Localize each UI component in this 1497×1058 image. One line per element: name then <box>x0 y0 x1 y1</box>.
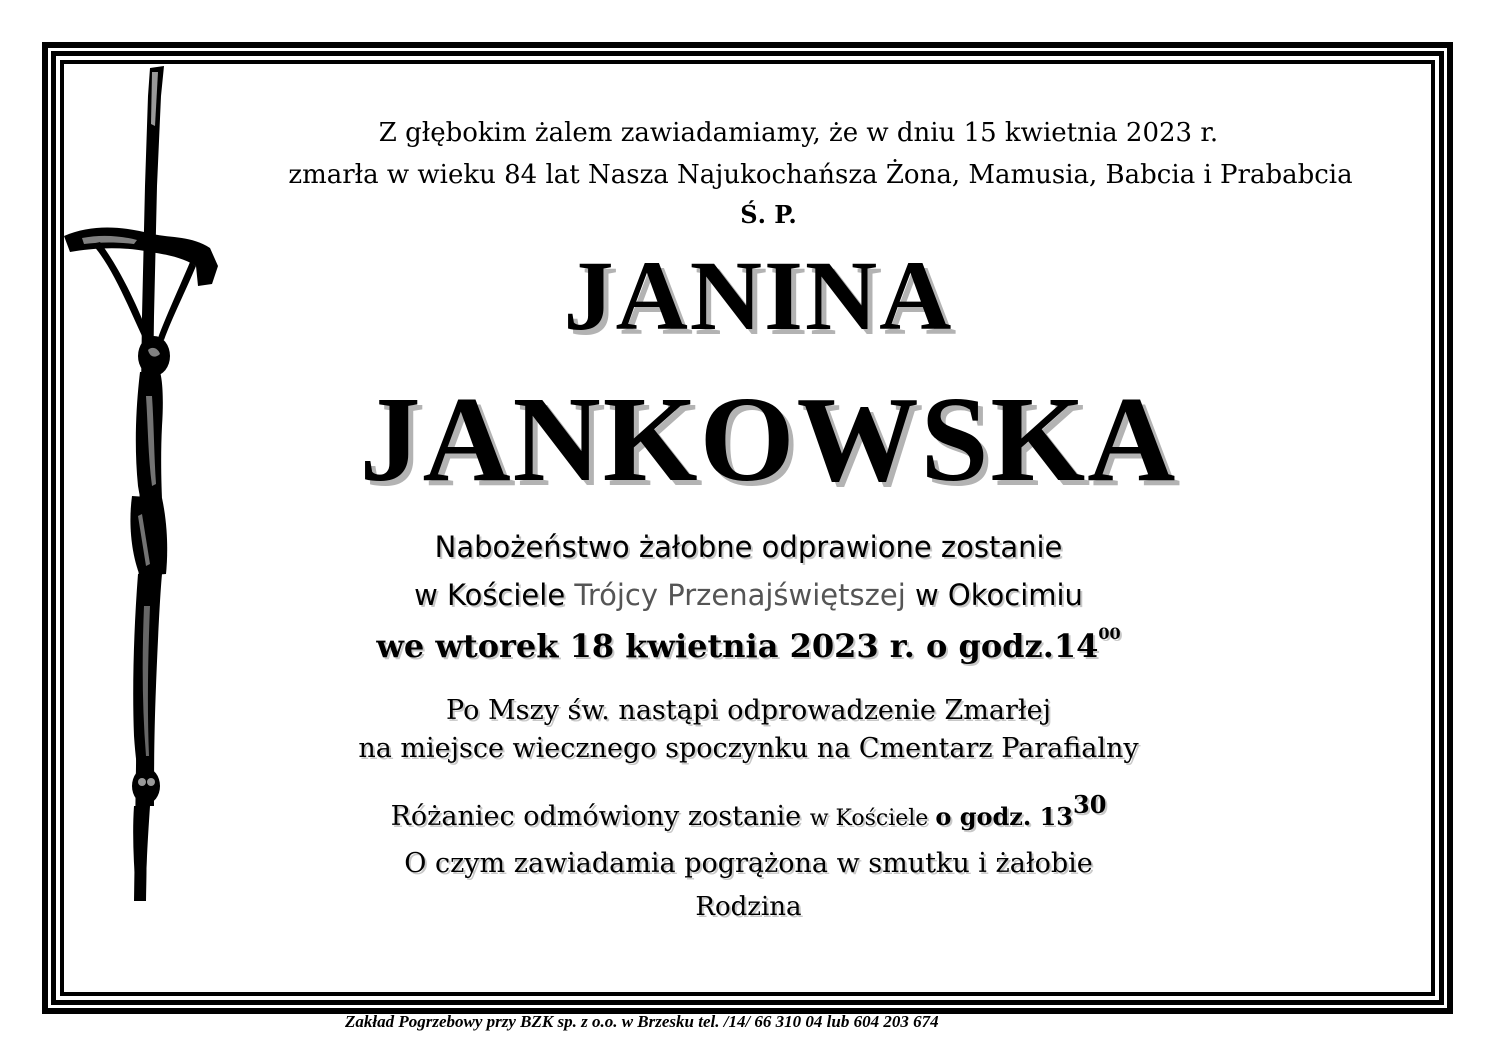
announcement-line-2: zmarła w wieku 84 lat Nasza Najukochańsza Żona, Mamusia, Babcia i Prababcia <box>288 160 1353 190</box>
mass-date-line <box>0 624 1497 665</box>
announcement-line-1: Z głębokim żalem zawiadamiamy, że w dniu 15 kwietnia 2023 r. <box>378 118 1219 148</box>
mass-date-minutes: 00 <box>1098 624 1121 643</box>
rosary-minutes: 30 <box>1073 790 1107 819</box>
closing-line-1: O czym zawiadamia pogrążona w smutku i żałobie <box>404 848 1093 879</box>
mass-line-2-suffix: w Okocimiu <box>905 578 1083 612</box>
rosary-place: w Kościele <box>809 806 936 831</box>
deceased-first-name: JANINA <box>563 240 954 351</box>
mass-date-text: we wtorek 18 kwietnia 2023 r. o godz.14 <box>376 627 1099 665</box>
mass-line-1: Nabożeństwo żałobne odprawione zostanie <box>434 530 1063 564</box>
deceased-last-name: JANKOWSKA <box>359 372 1178 507</box>
procession-line-1: Po Mszy św. nastąpi odprowadzenie Zmarłej <box>446 695 1051 726</box>
closing-family: Rodzina <box>695 892 802 922</box>
rosary-prefix: Różaniec odmówiony zostanie <box>390 801 810 832</box>
church-name: Trójcy Przenajświętszej <box>574 578 906 612</box>
mass-line-2-prefix: w Kościele <box>414 578 575 612</box>
procession-line-2: na miejsce wiecznego spoczynku na Cmentarz Parafialny <box>358 733 1139 764</box>
rosary-line <box>0 790 1497 832</box>
funeral-home-footer: Zakład Pogrzebowy przy BZK sp. z o.o. w Brzesku tel. /14/ 66 310 04 lub 604 203 674 <box>345 1012 939 1031</box>
announcement-sp-label: Ś. P. <box>740 200 797 229</box>
rosary-time: o godz. 13 <box>935 802 1073 831</box>
mass-line-2 <box>0 578 1497 612</box>
